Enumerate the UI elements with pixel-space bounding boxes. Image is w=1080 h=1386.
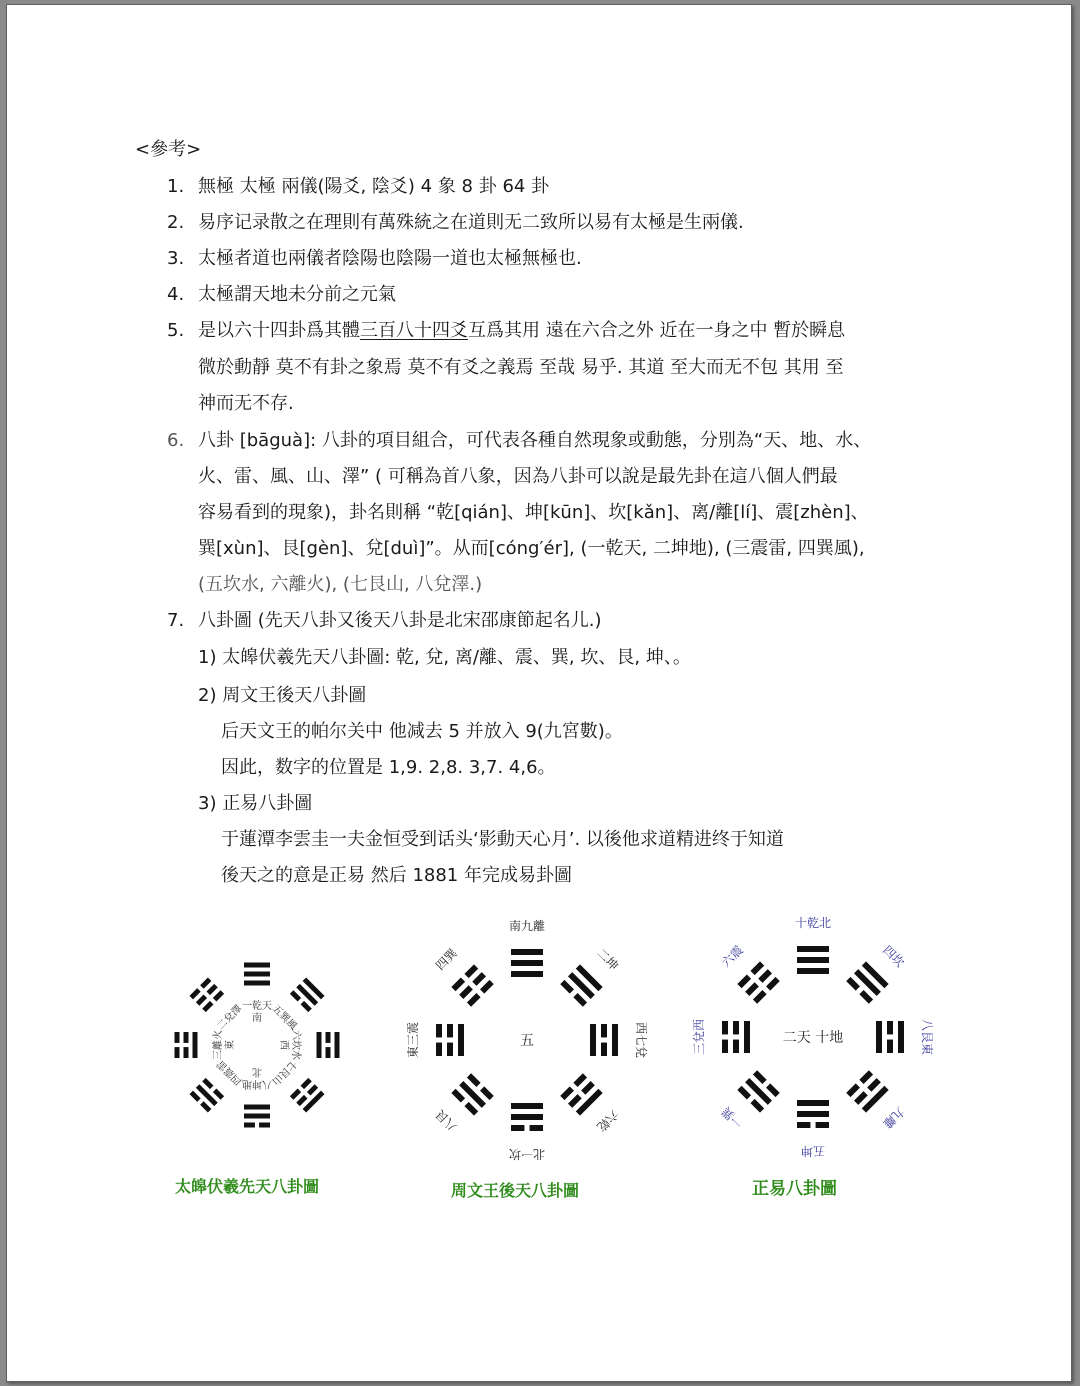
trigram-label-text: 三離火 — [213, 1030, 224, 1060]
item-number: 6. — [167, 430, 185, 451]
diagram-center-label: 二天 十地 — [782, 1030, 844, 1046]
trigram-label — [594, 945, 622, 973]
trigram-label — [211, 1030, 236, 1060]
item-2-text: 易序记录散之在理則有萬殊統之在道則无二致所以易有太極是生兩儀. — [198, 212, 744, 233]
item-number: 2. — [167, 212, 185, 233]
trigram-label-text: 東 — [225, 1040, 236, 1050]
trigram-label-text: 一巽 — [718, 1104, 746, 1132]
trigram-label — [594, 1107, 622, 1135]
item-5-line-1 — [198, 320, 845, 342]
trigram-label — [719, 943, 746, 970]
trigram-symbol — [189, 977, 224, 1012]
trigram-symbol — [290, 1078, 325, 1113]
sub-item-3-line-2: 後天之的意是正易 然后 1881 年完成易卦圖 — [221, 865, 572, 886]
trigram-symbol — [797, 946, 829, 974]
trigram-label — [433, 945, 461, 973]
trigram-label-text: 北 — [252, 1066, 262, 1077]
trigram-symbol — [560, 1073, 602, 1115]
trigram-label-text: 六震 — [718, 942, 746, 970]
trigram-symbol — [737, 1070, 779, 1112]
trigram-symbol — [451, 964, 493, 1006]
item-5-underlined: 三百八十四爻 — [360, 320, 468, 341]
zhengyi-diagram-caption: 正易八卦圖 — [752, 1179, 837, 1199]
trigram-label-text: 十乾北 — [794, 916, 832, 930]
sub-item-2-line-2: 因此，数字的位置是 1,9. 2,8. 3,7. 4,6。 — [221, 757, 556, 778]
trigram-label-text: 北一坎 — [508, 1147, 546, 1161]
item-number: 7. — [167, 610, 185, 631]
trigram-label — [242, 1066, 272, 1091]
trigram-label — [718, 1103, 746, 1131]
trigram-label — [278, 1030, 303, 1060]
document-page — [6, 4, 1072, 1382]
trigram-symbol — [846, 1070, 888, 1112]
trigram-symbol — [590, 1024, 618, 1056]
sub-item-3: 3) 正易八卦圖 — [198, 793, 313, 814]
trigram-label-text: 五巽風 — [269, 1003, 299, 1033]
trigram-symbol — [290, 977, 325, 1012]
king-wen-diagram-caption: 周文王後天八卦圖 — [451, 1181, 580, 1200]
trigram-symbol — [511, 1103, 543, 1131]
item-6-line-5: (五坎水, 六離火), (七艮山, 八兌澤.) — [198, 574, 483, 595]
trigram-label — [920, 1019, 934, 1055]
item-1-text: 無極 太極 兩儀(陽爻, 陰爻) 4 象 8 卦 64 卦 — [198, 176, 550, 197]
item-6-line-1: 八卦 [bāguà]: 八卦的項目組合，可代表各種自然現象或動態，分別為“天、地、水、 — [198, 430, 872, 451]
trigram-symbol — [317, 1032, 340, 1058]
item-3-text: 太極者道也兩儀者陰陽也陰陽一道也太極無極也. — [198, 248, 582, 269]
king-wen-bagua-diagram — [406, 905, 648, 1165]
trigram-label-text: 三兌西 — [692, 1018, 706, 1056]
trigram-label — [270, 1003, 300, 1033]
item-4-text: 太極謂天地未分前之元氣 — [198, 284, 396, 305]
trigram-label — [795, 915, 831, 930]
trigram-label-text: 南九離 — [508, 919, 546, 933]
trigram-symbol — [244, 963, 270, 986]
item-number: 1. — [167, 176, 185, 197]
trigram-symbol — [511, 949, 543, 977]
item-7-text: 八卦圖 (先天八卦又後天八卦是北宋邵康節起名儿.) — [198, 610, 602, 631]
item-5-line-3: 神而无不存. — [198, 393, 294, 414]
fuxi-diagram-caption: 太皞伏羲先天八卦圖 — [175, 1177, 320, 1196]
item-5-text-a: 是以六十四卦爲其體 — [198, 320, 360, 341]
trigram-label-text: 四巽 — [432, 945, 460, 973]
sub-item-2-line-1: 后天文王的帕尔关中 他减去 5 并放入 9(九宮數)。 — [221, 721, 623, 742]
diagram-center-label: 五 — [520, 1033, 534, 1049]
trigram-label-text: 二坤 — [594, 945, 622, 973]
trigram-label — [880, 1104, 908, 1132]
trigram-label-text: 六乾 — [594, 1107, 622, 1135]
trigram-label-text: 八坤地 — [242, 1078, 272, 1089]
trigram-label — [433, 1107, 460, 1134]
trigram-label — [406, 1022, 420, 1058]
trigram-label-text: 二兌澤 — [215, 1003, 245, 1033]
trigram-label — [509, 918, 545, 933]
trigram-label — [215, 1058, 245, 1088]
item-number: 4. — [167, 284, 185, 305]
item-6-line-4: 巽[xùn]、艮[gèn]、兌[duì]”。从而[cóng′ér], (一乾天, 二坤地), (三震雷, 四巽風), — [198, 538, 865, 559]
trigram-label-text: 西七兌 — [634, 1021, 648, 1059]
trigram-label-text: 八艮 — [432, 1107, 460, 1135]
trigram-symbol — [876, 1021, 904, 1053]
trigram-symbol — [189, 1078, 224, 1113]
trigram-label — [215, 1003, 245, 1033]
item-6-line-2: 火、雷、風、山、澤” ( 可稱為首八象，因為八卦可以說是最先卦在這八個人們最 — [198, 466, 838, 487]
trigram-label-text: 南 — [252, 1013, 262, 1024]
trigram-symbol — [797, 1100, 829, 1128]
item-5-text-b: 互爲其用 遠在六合之外 近在一身之中 暫於瞬息 — [468, 320, 846, 341]
trigram-symbol — [175, 1032, 198, 1058]
trigram-label — [634, 1022, 649, 1058]
trigram-label — [242, 999, 272, 1024]
trigram-label — [270, 1058, 300, 1088]
trigram-label-text: 六坎水 — [290, 1030, 301, 1060]
trigram-symbol — [737, 961, 779, 1003]
fuxi-bagua-diagram — [157, 945, 357, 1145]
item-number: 5. — [167, 320, 185, 341]
item-6-line-3: 容易看到的現象)，卦名則稱 “乾[qián]、坤[kūn]、坎[kǎn]、离/離[lí]、震[zhèn]、 — [198, 502, 869, 523]
sub-item-2: 2) 周文王後天八卦圖 — [198, 685, 367, 706]
reference-heading: <參考> — [135, 139, 202, 160]
trigram-label — [880, 942, 908, 970]
zhengyi-bagua-diagram — [692, 907, 937, 1163]
trigram-label-text: 五坤 — [800, 1144, 826, 1158]
trigram-symbol — [436, 1024, 464, 1056]
trigram-label — [801, 1144, 825, 1159]
sub-item-3-line-1: 于蓮潭李雲圭一夫金恒受到话头‘影動天心月’. 以後他求道精进终于知道 — [221, 829, 784, 850]
item-5-line-2: 微於動靜 莫不有卦之象焉 莫不有爻之義焉 至哉 易乎. 其道 至大而无不包 其用 至 — [198, 357, 844, 378]
trigram-label — [692, 1019, 706, 1055]
trigram-label-text: 一乾天 — [242, 1001, 272, 1012]
trigram-symbol — [451, 1073, 493, 1115]
trigram-label — [509, 1147, 545, 1162]
trigram-label-text: 九離 — [880, 1104, 908, 1132]
trigram-label-text: 東三震 — [406, 1021, 420, 1059]
trigram-label-text: 四坎 — [880, 942, 908, 970]
trigram-label-text: 四震雷 — [215, 1057, 245, 1087]
item-number: 3. — [167, 248, 185, 269]
trigram-symbol — [560, 964, 602, 1006]
trigram-symbol — [244, 1105, 270, 1128]
trigram-label-text: 八艮東 — [920, 1018, 934, 1056]
trigram-label-text: 七艮山 — [269, 1057, 299, 1087]
trigram-symbol — [722, 1021, 750, 1053]
sub-item-1: 1) 太皞伏羲先天八卦圖: 乾, 兌, 离/離、震、巽, 坎、艮, 坤、。 — [198, 647, 691, 668]
trigram-symbol — [846, 961, 888, 1003]
trigram-label-text: 西 — [278, 1040, 289, 1050]
